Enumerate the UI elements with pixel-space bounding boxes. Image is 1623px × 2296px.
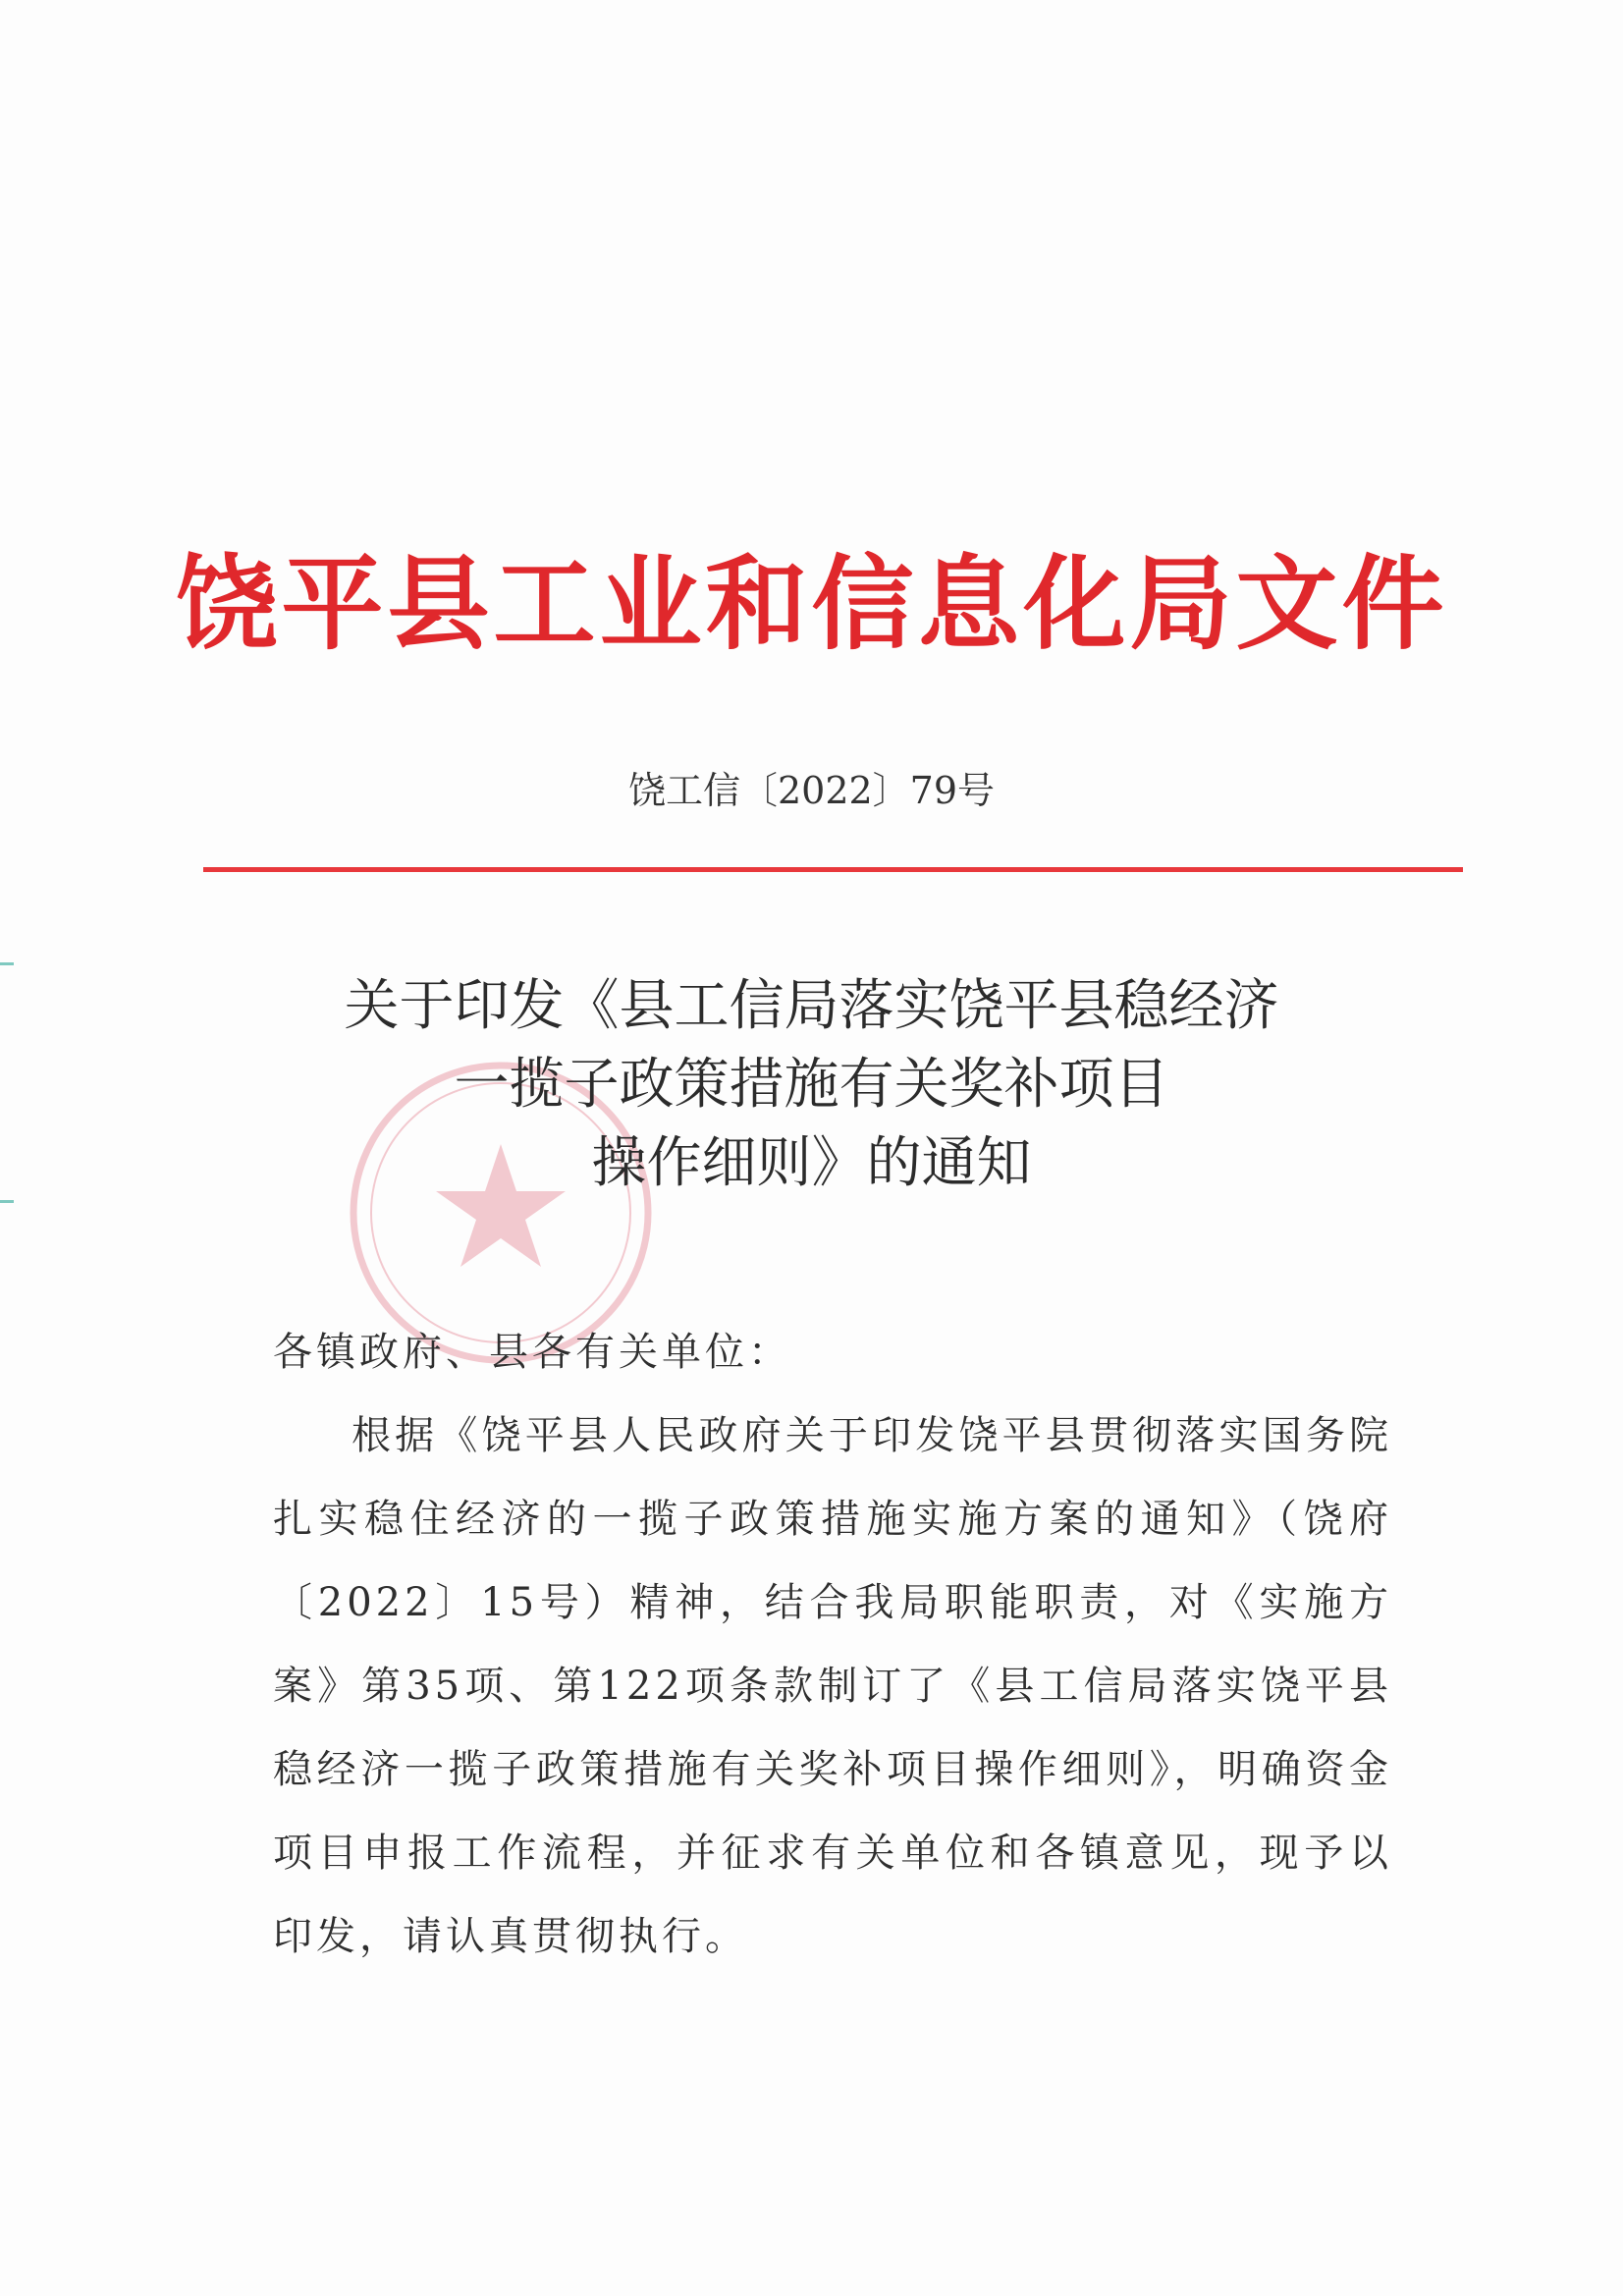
body-paragraph: 根据《饶平县人民政府关于印发饶平县贯彻落实国务院扎实稳住经济的一揽子政策措施实施方案的通知》（饶府〔2022〕15号）精神，结合我局职能职责，对《实施方案》第35项、第122项条款制订了《县工信局落实饶平县稳经济一揽子政策措施有关奖补项目操作细则》，明确资金项目申报工作流程，并征求有关单位和各镇意见，现予以印发，请认真贯彻执行。: [273, 1413, 1392, 1959]
notice-title-line-1: 关于印发《县工信局落实饶平县稳经济: [344, 974, 1279, 1038]
margin-mark: [0, 962, 14, 965]
header-red-rule: [203, 867, 1463, 872]
document-number: 饶工信〔2022〕79号: [627, 769, 996, 812]
notice-title: [0, 967, 1623, 1203]
notice-title-line-2: 一揽子政策措施有关奖补项目: [454, 1053, 1169, 1117]
notice-body: [273, 1311, 1392, 1979]
notice-title-line-3: 操作细则》的通知: [591, 1131, 1032, 1195]
salutation: 各镇政府、县各有关单位：: [273, 1330, 791, 1375]
document-header-title: 饶平县工业和信息化局文件: [175, 543, 1448, 664]
